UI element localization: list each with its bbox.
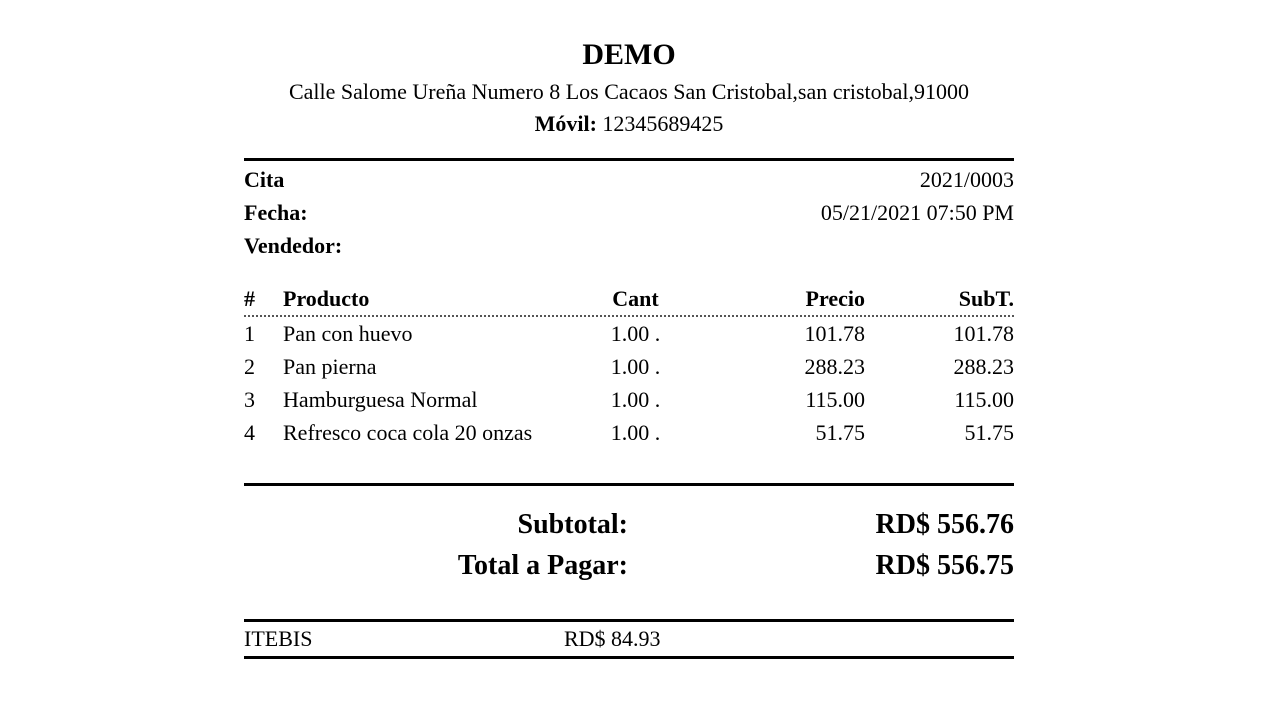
table-row xyxy=(244,416,1014,449)
row-price: 101.78 xyxy=(804,321,865,346)
table-row xyxy=(244,350,1014,383)
row-num: 2 xyxy=(244,354,255,379)
divider-items-end xyxy=(244,483,1014,486)
company-address: Calle Salome Ureña Numero 8 Los Cacaos San Cristobal,san cristobal,91000 xyxy=(288,79,970,104)
row-qty: 1.00 . xyxy=(610,387,661,412)
row-product: Hamburguesa Normal xyxy=(283,387,478,412)
tax-label: ITEBIS xyxy=(244,626,313,651)
items-list xyxy=(244,317,1014,449)
row-subtotal: 101.78 xyxy=(953,321,1014,346)
phone-label: Móvil: xyxy=(534,111,597,136)
row-subtotal: 288.23 xyxy=(953,354,1014,379)
row-product: Pan pierna xyxy=(283,354,377,379)
header-product: Producto xyxy=(283,286,370,311)
fecha-value: 05/21/2021 07:50 PM xyxy=(820,200,1014,225)
divider-bottom xyxy=(244,656,1014,659)
row-qty: 1.00 . xyxy=(610,321,661,346)
row-qty: 1.00 . xyxy=(610,354,661,379)
tax-row xyxy=(244,623,1014,655)
info-vendedor xyxy=(244,229,1014,262)
table-row xyxy=(244,383,1014,416)
company-name: DEMO xyxy=(582,38,676,71)
cita-label: Cita xyxy=(244,167,285,192)
row-num: 3 xyxy=(244,387,255,412)
subtotal-label: Subtotal: xyxy=(517,509,628,540)
row-subtotal: 115.00 xyxy=(954,387,1014,412)
company-phone xyxy=(244,108,1014,140)
receipt xyxy=(244,36,1014,659)
row-price: 51.75 xyxy=(815,420,865,445)
header-subtotal: SubT. xyxy=(958,286,1014,311)
subtotal-value: RD$ 556.76 xyxy=(875,509,1014,540)
cita-value: 2021/0003 xyxy=(919,167,1014,192)
fecha-label: Fecha: xyxy=(244,200,308,225)
row-price: 115.00 xyxy=(805,387,865,412)
row-num: 1 xyxy=(244,321,255,346)
row-price: 288.23 xyxy=(804,354,865,379)
header-price: Precio xyxy=(805,286,865,311)
divider-totals-end xyxy=(244,619,1014,622)
items-header xyxy=(244,282,1014,315)
subtotal-row xyxy=(244,504,1014,545)
table-row xyxy=(244,317,1014,350)
total-row xyxy=(244,545,1014,586)
row-product: Refresco coca cola 20 onzas xyxy=(283,420,533,445)
row-qty: 1.00 . xyxy=(610,420,661,445)
total-value: RD$ 556.75 xyxy=(875,550,1014,581)
phone-value: 12345689425 xyxy=(602,111,724,136)
total-label: Total a Pagar: xyxy=(457,550,628,581)
row-subtotal: 51.75 xyxy=(964,420,1014,445)
header-qty: Cant xyxy=(612,286,659,311)
row-num: 4 xyxy=(244,420,255,445)
vendedor-label: Vendedor: xyxy=(244,233,343,258)
tax-value: RD$ 84.93 xyxy=(564,626,661,651)
row-product: Pan con huevo xyxy=(283,321,413,346)
info-cita xyxy=(244,163,1014,196)
divider-top xyxy=(244,158,1014,161)
header-num: # xyxy=(244,286,255,311)
info-fecha xyxy=(244,196,1014,229)
